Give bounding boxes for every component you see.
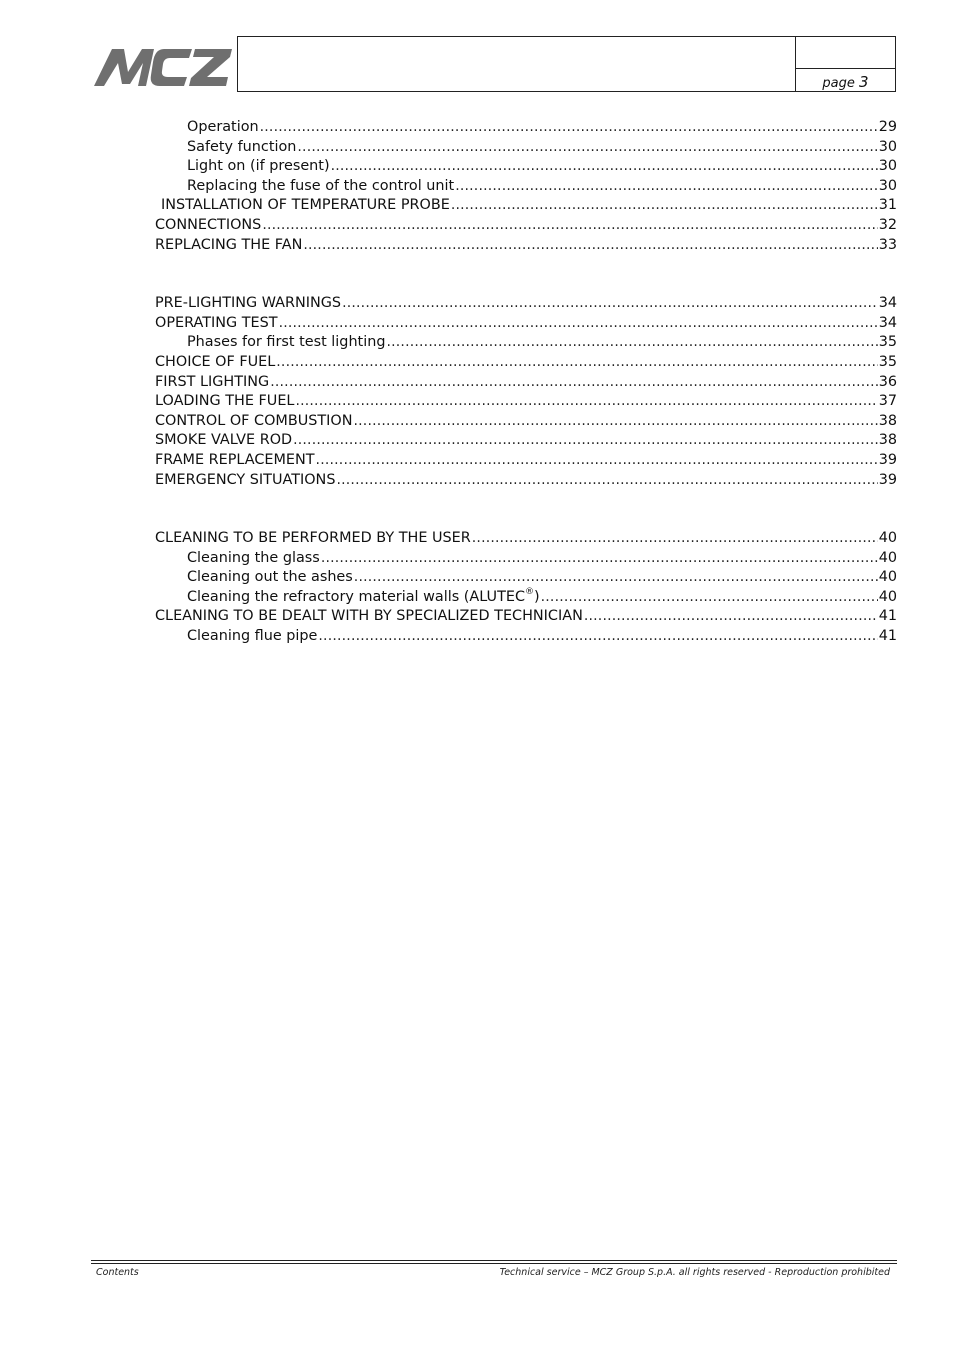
toc-leader-dots <box>276 353 877 373</box>
header-box <box>237 36 896 92</box>
toc-entry-page: 41 <box>878 628 897 645</box>
toc-entry[interactable] <box>155 471 897 491</box>
toc-gap <box>155 490 897 529</box>
toc-entry-page: 30 <box>878 177 897 194</box>
toc-entry[interactable] <box>155 333 897 353</box>
page-prefix: page <box>822 76 855 91</box>
toc-entry-title: Replacing the fuse of the control unit <box>187 177 455 194</box>
toc-entry-page: 35 <box>878 353 897 370</box>
toc-entry[interactable] <box>155 588 897 608</box>
toc-leader-dots <box>584 607 878 627</box>
toc-leader-dots <box>303 236 877 256</box>
toc-entry[interactable] <box>155 607 897 627</box>
toc-entry-page: 35 <box>878 334 897 351</box>
toc-entry[interactable] <box>155 196 897 216</box>
toc-entry[interactable] <box>155 353 897 373</box>
toc-leader-dots <box>260 118 878 138</box>
toc-entry-title: CONTROL OF COMBUSTION <box>155 412 353 429</box>
toc-entry-page: 32 <box>878 216 897 233</box>
toc-entry-title: FRAME REPLACEMENT <box>155 451 315 468</box>
toc-entry[interactable] <box>155 392 897 412</box>
toc-entry[interactable] <box>155 294 897 314</box>
footer-section-label: Contents <box>96 1267 139 1278</box>
toc-leader-dots <box>321 549 878 569</box>
toc-entry-title: CONNECTIONS <box>155 216 262 233</box>
toc-entry-title: Light on (if present) <box>187 158 330 175</box>
toc-entry-title: FIRST LIGHTING <box>155 373 270 390</box>
toc-leader-dots <box>297 138 877 158</box>
toc-group-1 <box>155 118 897 255</box>
toc-entry-page: 37 <box>878 393 897 410</box>
toc-leader-dots <box>336 471 877 491</box>
toc-entry[interactable] <box>155 529 897 549</box>
toc-entry-title: SMOKE VALVE ROD <box>155 432 293 449</box>
toc-entry-title: CLEANING TO BE DEALT WITH BY SPECIALIZED TECHNICIAN <box>155 608 583 625</box>
toc-entry-title: REPLACING THE FAN <box>155 236 303 253</box>
toc-entry-title: Cleaning the glass <box>187 549 320 566</box>
toc-entry[interactable] <box>155 451 897 471</box>
toc-entry-title: Phases for first test lighting <box>187 334 386 351</box>
toc-entry-title: CHOICE OF FUEL <box>155 353 276 370</box>
toc-leader-dots <box>541 588 878 608</box>
toc-leader-dots <box>472 529 878 549</box>
toc-entry-title: LOADING THE FUEL <box>155 393 295 410</box>
toc-entry[interactable] <box>155 549 897 569</box>
footer-copyright: Technical service – MCZ Group S.p.A. all rights reserved - Reproduction prohibited <box>499 1267 890 1278</box>
toc-entry[interactable] <box>155 431 897 451</box>
toc-leader-dots <box>293 431 878 451</box>
page-indicator <box>796 73 895 91</box>
header-divider-horizontal <box>795 68 895 69</box>
toc-entry-page: 40 <box>878 549 897 566</box>
toc-entry-page: 41 <box>878 608 897 625</box>
toc-entry[interactable] <box>155 412 897 432</box>
mcz-logo <box>94 44 232 86</box>
footer-rule <box>91 1260 897 1261</box>
toc-entry[interactable] <box>155 216 897 236</box>
toc-entry-title: INSTALLATION OF TEMPERATURE PROBE <box>161 197 450 214</box>
toc-entry-page: 30 <box>878 138 897 155</box>
toc-entry-page: 38 <box>878 412 897 429</box>
page-number: 3 <box>859 73 869 91</box>
toc-entry-page: 30 <box>878 158 897 175</box>
toc-entry-title: CLEANING TO BE PERFORMED BY THE USER <box>155 530 471 547</box>
toc-entry-page: 40 <box>878 569 897 586</box>
toc-leader-dots <box>331 157 878 177</box>
table-of-contents <box>155 118 897 647</box>
toc-entry-title: EMERGENCY SITUATIONS <box>155 471 336 488</box>
toc-leader-dots <box>295 392 877 412</box>
toc-entry-page: 39 <box>878 451 897 468</box>
toc-group-2 <box>155 294 897 490</box>
toc-entry-title: PRE-LIGHTING WARNINGS <box>155 295 342 312</box>
footer-rule <box>91 1263 897 1264</box>
toc-leader-dots <box>342 294 878 314</box>
toc-entry-title: Cleaning out the ashes <box>187 569 353 586</box>
toc-entry-title: Cleaning the refractory material walls (ALUTEC®) <box>187 587 540 605</box>
toc-entry[interactable] <box>155 568 897 588</box>
toc-entry[interactable] <box>155 177 897 197</box>
toc-entry[interactable] <box>155 157 897 177</box>
toc-leader-dots <box>386 333 877 353</box>
toc-leader-dots <box>262 216 877 236</box>
toc-entry-title: Operation <box>187 119 259 135</box>
toc-entry-page: 34 <box>878 314 897 331</box>
toc-entry[interactable] <box>155 314 897 334</box>
toc-entry-page: 31 <box>878 197 897 214</box>
toc-entry-title: Safety function <box>187 138 297 155</box>
toc-entry-title: Cleaning flue pipe <box>187 628 318 645</box>
toc-entry-page: 39 <box>878 471 897 488</box>
toc-entry[interactable] <box>155 236 897 256</box>
toc-entry-page: 40 <box>878 588 897 605</box>
toc-entry[interactable] <box>155 118 897 138</box>
toc-gap <box>155 255 897 294</box>
toc-entry-title: OPERATING TEST <box>155 314 278 331</box>
toc-entry-page: 34 <box>878 295 897 312</box>
toc-leader-dots <box>451 196 878 216</box>
toc-entry[interactable] <box>155 627 897 647</box>
toc-leader-dots <box>270 373 877 393</box>
toc-leader-dots <box>318 627 877 647</box>
toc-leader-dots <box>316 451 878 471</box>
toc-entry-page: 40 <box>878 530 897 547</box>
toc-leader-dots <box>354 568 878 588</box>
toc-leader-dots <box>354 412 878 432</box>
toc-entry[interactable] <box>155 138 897 158</box>
toc-entry-page: 33 <box>878 236 897 253</box>
toc-leader-dots <box>279 314 878 334</box>
toc-entry[interactable] <box>155 373 897 393</box>
toc-leader-dots <box>455 177 878 197</box>
toc-entry-page: 29 <box>878 119 897 135</box>
toc-entry-page: 36 <box>878 373 897 390</box>
toc-group-3 <box>155 529 897 647</box>
toc-entry-page: 38 <box>878 432 897 449</box>
